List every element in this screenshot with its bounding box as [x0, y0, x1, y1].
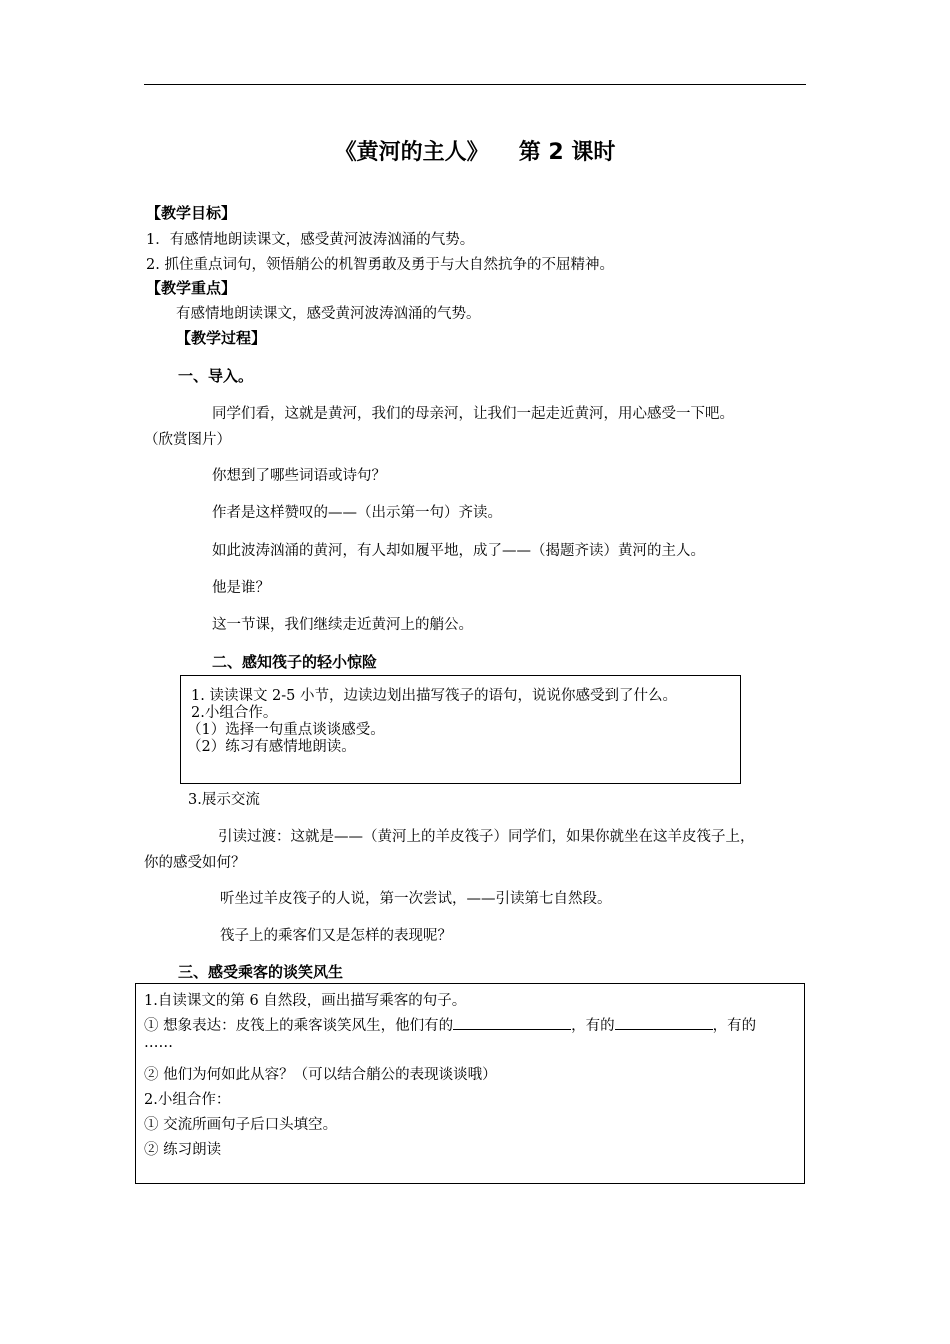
section3-line-2-part-a: ① 想象表达：皮筏上的乘客谈笑风生，他们有的: [144, 1018, 454, 1034]
section2-box-line-4: （2）练习有感情地朗读。: [187, 739, 356, 755]
section1-q3: 如此波涛汹涌的黄河，有人却如履平地，成了——（揭题齐读）黄河的主人。: [212, 543, 705, 559]
section3-line-5: 2.小组合作：: [144, 1092, 231, 1108]
page-title: [0, 135, 950, 166]
section2-task-box: [180, 675, 741, 784]
section3-heading: 三、感受乘客的谈笑风生: [178, 963, 344, 981]
section2-after: 3.展示交流: [188, 792, 260, 808]
section3-line-3: ……: [144, 1035, 173, 1051]
section2-box-line-1: 1. 读读课文 2-5 小节，边读边划出描写筏子的语句，说说你感受到了什么。: [191, 688, 678, 704]
section1-q1: 你想到了哪些词语或诗句？: [212, 468, 386, 484]
process-heading: 【教学过程】: [176, 329, 267, 347]
title-main: 《黄河的主人》: [334, 140, 489, 165]
fill-blank-1[interactable]: [453, 1015, 571, 1030]
fill-blank-2[interactable]: [615, 1015, 713, 1030]
section1-heading: 一、导入。: [178, 367, 254, 385]
title-lesson: 第 2 课时: [518, 140, 616, 165]
objective-item-1: 1．有感情地朗读课文，感受黄河波涛汹涌的气势。: [146, 232, 475, 248]
section2-transition-line2: 你的感受如何？: [144, 855, 246, 871]
section3-line-4: ② 他们为何如此从容？（可以结合艄公的表现谈谈哦）: [144, 1067, 497, 1083]
section1-para1-line2: （欣赏图片）: [144, 432, 231, 448]
header-rule: [144, 84, 806, 85]
section3-line-2: [144, 1014, 756, 1035]
section3-line-2-part-c: ，有的: [712, 1018, 757, 1034]
section3-line-1: 1.自读课文的第 6 自然段，画出描写乘客的句子。: [144, 993, 467, 1009]
section1-q4: 他是谁？: [212, 580, 270, 596]
focus-heading: 【教学重点】: [146, 279, 237, 297]
section2-line-a: 听坐过羊皮筏子的人说，第一次尝试，——引读第七自然段。: [220, 891, 612, 907]
focus-text: 有感情地朗读课文，感受黄河波涛汹涌的气势。: [176, 306, 481, 322]
objectives-heading: 【教学目标】: [146, 204, 237, 222]
section1-q2: 作者是这样赞叹的——（出示第一句）齐读。: [212, 505, 502, 521]
section2-box-line-2: 2.小组合作。: [191, 705, 278, 721]
objective-item-2: 2. 抓住重点词句，领悟艄公的机智勇敢及勇于与大自然抗争的不屈精神。: [146, 257, 614, 273]
section2-line-b: 筏子上的乘客们又是怎样的表现呢？: [220, 928, 452, 944]
section3-line-6: ① 交流所画句子后口头填空。: [144, 1117, 338, 1133]
section3-line-7: ② 练习朗读: [144, 1142, 222, 1158]
section2-heading: 二、感知筏子的轻小惊险: [212, 653, 378, 671]
section1-q5: 这一节课，我们继续走近黄河上的艄公。: [212, 617, 473, 633]
section3-task-box: [135, 983, 805, 1184]
section2-box-line-3: （1）选择一句重点谈谈感受。: [187, 722, 385, 738]
section1-para1-line1: 同学们看，这就是黄河，我们的母亲河，让我们一起走近黄河，用心感受一下吧。: [212, 406, 734, 422]
section3-line-2-part-b: ，有的: [571, 1018, 615, 1034]
section2-transition-line1: 引读过渡：这就是——（黄河上的羊皮筏子）同学们，如果你就坐在这羊皮筏子上，: [218, 829, 755, 845]
